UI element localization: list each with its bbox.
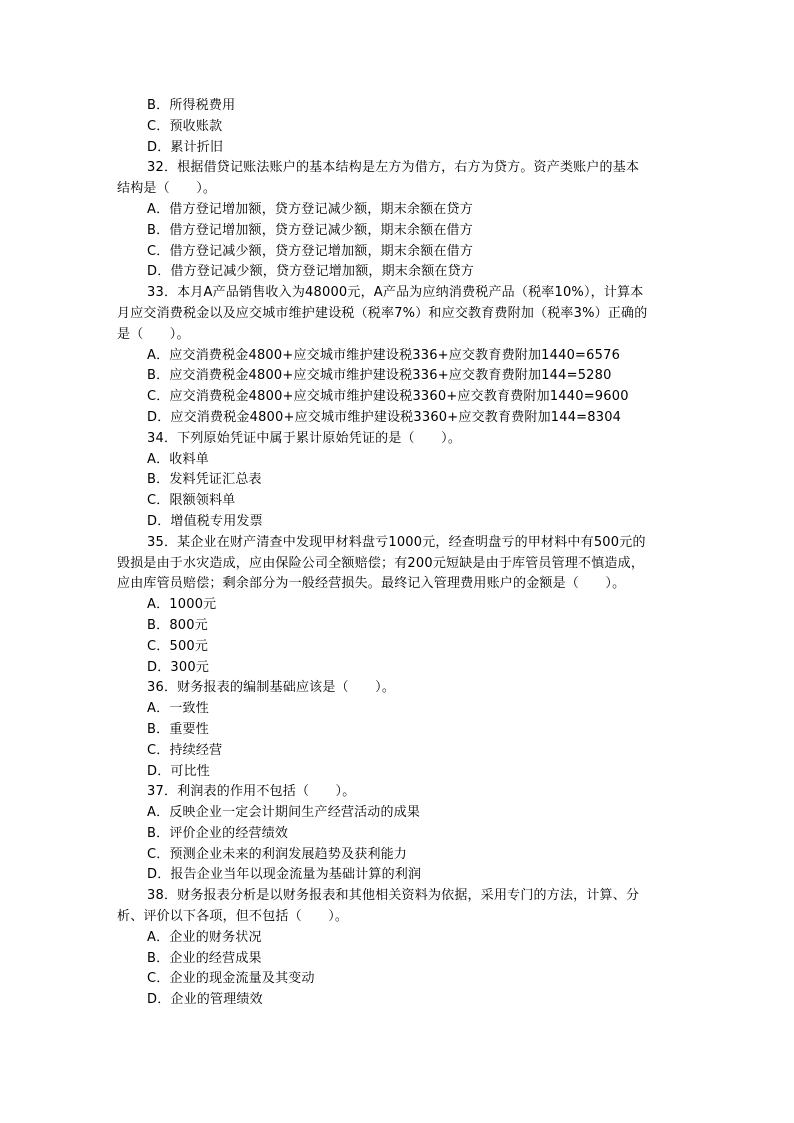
question-stem: 33．本月A产品销售收入为48000元，A产品为应纳消费税产品（税率10%），计算本 xyxy=(147,285,644,301)
answer-option: D．可比性 xyxy=(147,763,211,779)
answer-option: A．收料单 xyxy=(147,451,209,467)
answer-option: B．重要性 xyxy=(147,721,209,737)
answer-option: B．借方登记增加额，贷方登记减少额，期末余额在借方 xyxy=(147,222,473,238)
question-list xyxy=(117,96,677,1011)
question-stem-continuation: 是（ ）。 xyxy=(117,326,190,342)
answer-option: B．企业的经营成果 xyxy=(147,950,262,966)
answer-option: B．所得税费用 xyxy=(147,98,236,113)
answer-option: C．企业的现金流量及其变动 xyxy=(147,971,315,987)
question-stem-continuation: 月应交消费税金以及应交城市维护建设税（税率7%）和应交教育费附加（税率3%）正确的 xyxy=(117,305,648,321)
answer-option: A．企业的财务状况 xyxy=(147,929,262,945)
answer-option: A．一致性 xyxy=(147,701,209,717)
answer-option: A．反映企业一定会计期间生产经营活动的成果 xyxy=(147,805,421,821)
answer-option: D．企业的管理绩效 xyxy=(147,992,263,1008)
answer-option: C．应交消费税金4800+应交城市维护建设税3360+应交教育费附加1440=9600 xyxy=(147,389,629,405)
answer-option: C．预测企业未来的利润发展趋势及获利能力 xyxy=(147,846,408,862)
question-stem-continuation: 应由库管员赔偿；剩余部分为一般经营损失。最终记入管理费用账户的金额是（ ）。 xyxy=(117,576,626,592)
answer-option: D．应交消费税金4800+应交城市维护建设税3360+应交教育费附加144=8304 xyxy=(147,409,622,425)
answer-option: D．累计折旧 xyxy=(147,139,224,155)
answer-option: C．持续经营 xyxy=(147,742,223,758)
answer-option: D．报告企业当年以现金流量为基础计算的利润 xyxy=(147,867,422,883)
question-stem-continuation: 毁损是由于水灾造成，应由保险公司全额赔偿；有200元短缺是由于库管员管理不慎造成， xyxy=(117,555,645,571)
answer-option: D．借方登记减少额，贷方登记增加额，期末余额在贷方 xyxy=(147,264,475,280)
question-stem: 32．根据借贷记账法账户的基本结构是左方为借方，右方为贷方。资产类账户的基本 xyxy=(147,160,640,176)
question-stem: 37．利润表的作用不包括（ ）。 xyxy=(147,784,356,800)
question-stem: 38．财务报表分析是以财务报表和其他相关资料为依据，采用专门的方法，计算、分 xyxy=(147,888,640,904)
answer-option: A．1000元 xyxy=(147,597,217,613)
answer-option: A．借方登记增加额，贷方登记减少额，期末余额在贷方 xyxy=(147,201,473,217)
question-stem-continuation: 析、评价以下各项，但不包括（ ）。 xyxy=(117,909,349,925)
answer-option: C．借方登记减少额，贷方登记增加额，期末余额在借方 xyxy=(147,243,474,259)
answer-option: B．800元 xyxy=(147,617,208,633)
answer-option: B．评价企业的经营绩效 xyxy=(147,825,289,841)
answer-option: C．500元 xyxy=(147,638,209,654)
question-stem-continuation: 结构是（ ）。 xyxy=(117,181,217,197)
question-stem: 35．某企业在财产清查中发现甲材料盘亏1000元，经查明盘亏的甲材料中有500元的 xyxy=(147,534,646,550)
question-stem: 34．下列原始凭证中属于累计原始凭证的是（ ）。 xyxy=(147,430,462,446)
answer-option: A．应交消费税金4800+应交城市维护建设税336+应交教育费附加1440=6576 xyxy=(147,347,621,363)
answer-option: B．发料凭证汇总表 xyxy=(147,472,262,488)
answer-option: C．限额领料单 xyxy=(147,493,236,509)
answer-option: D．增值税专用发票 xyxy=(147,513,263,529)
question-stem: 36．财务报表的编制基础应该是（ ）。 xyxy=(147,680,396,696)
answer-option: B．应交消费税金4800+应交城市维护建设税336+应交教育费附加144=5280 xyxy=(147,368,612,384)
answer-option: C．预收账款 xyxy=(147,118,223,134)
answer-option: D．300元 xyxy=(147,659,210,675)
